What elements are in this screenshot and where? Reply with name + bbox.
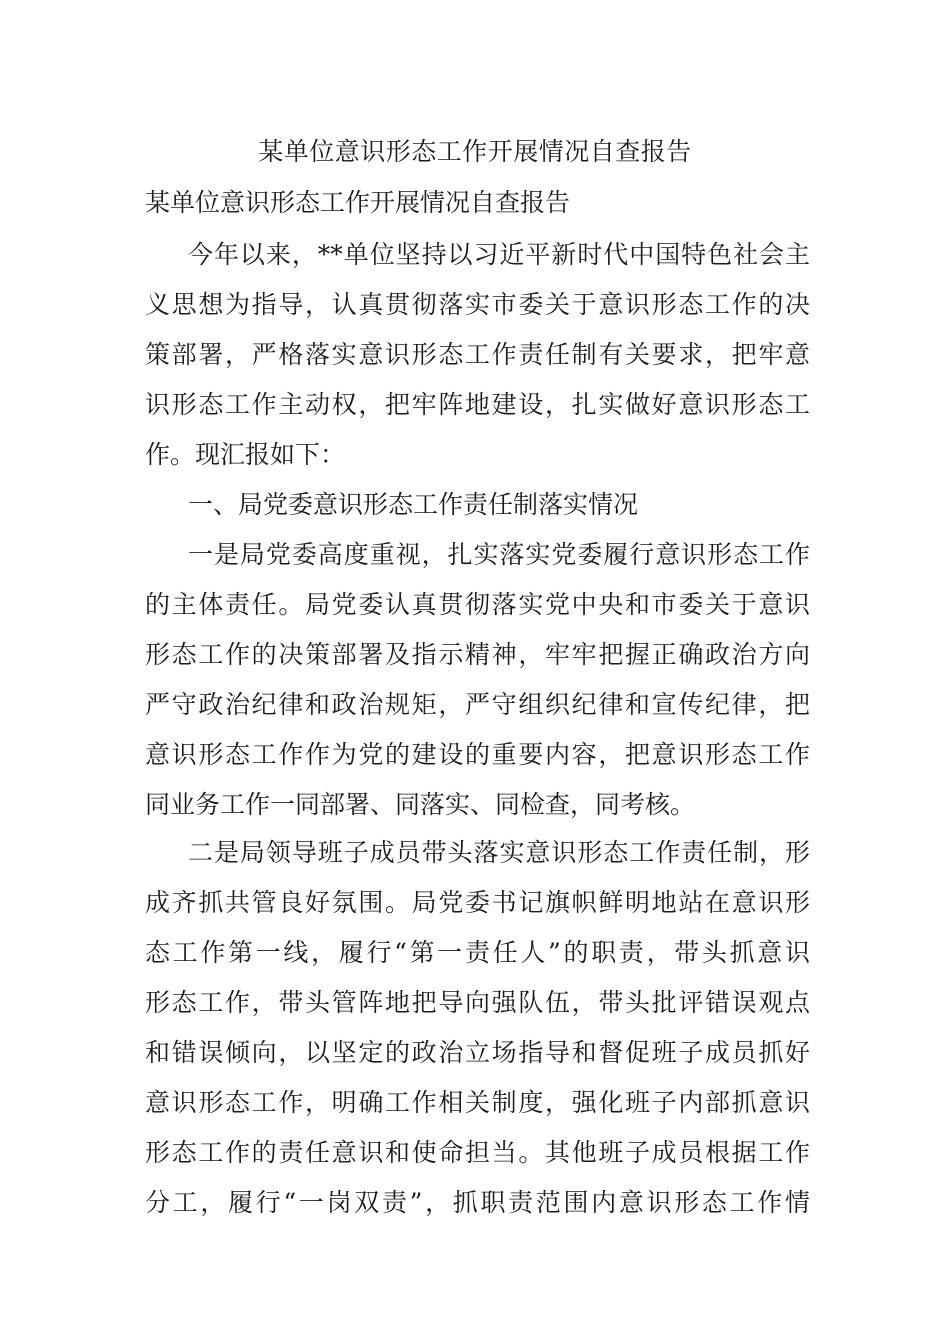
body-line: 今年以来，**单位坚持以习近平新时代中国特色社会主: [188, 240, 810, 269]
body-line: 一是局党委高度重视，扎实落实党委履行意识形态工作: [188, 540, 810, 569]
body-line: 识形态工作主动权，把牢阵地建设，扎实做好意识形态工: [145, 390, 810, 419]
body-line: 形态工作的责任意识和使命担当。其他班子成员根据工作: [145, 1138, 810, 1167]
body-line: 态工作第一线，履行“第一责任人”的职责，带头抓意识: [145, 938, 810, 967]
body-line: 意识形态工作，明确工作相关制度，强化班子内部抓意识: [145, 1088, 810, 1117]
body-line: 的主体责任。局党委认真贯彻落实党中央和市委关于意识: [145, 590, 810, 619]
body-line: 同业务工作一同部署、同落实、同检查，同考核。: [145, 790, 696, 819]
document-subtitle: 某单位意识形态工作开展情况自查报告: [145, 188, 571, 217]
body-line: 和错误倾向，以坚定的政治立场指导和督促班子成员抓好: [145, 1038, 810, 1067]
body-line: 严守政治纪律和政治规矩，严守组织纪律和宣传纪律，把: [145, 690, 810, 719]
body-line: 作。现汇报如下：: [145, 440, 346, 469]
body-line: 形态工作，带头管阵地把导向强队伍，带头批评错误观点: [145, 988, 810, 1017]
body-line: 分工，履行“一岗双责”，抓职责范围内意识形态工作情: [145, 1188, 810, 1217]
body-line: 形态工作的决策部署及指示精神，牢牢把握正确政治方向: [145, 640, 810, 669]
body-line: 成齐抓共管良好氛围。局党委书记旗帜鲜明地站在意识形: [145, 888, 810, 917]
body-line: 意识形态工作作为党的建设的重要内容，把意识形态工作: [145, 740, 810, 769]
section-heading: 一、局党委意识形态工作责任制落实情况: [188, 490, 639, 519]
body-line: 义思想为指导，认真贯彻落实市委关于意识形态工作的决: [145, 290, 810, 319]
body-line: 二是局领导班子成员带头落实意识形态工作责任制，形: [188, 838, 810, 867]
document-title: 某单位意识形态工作开展情况自查报告: [258, 137, 692, 166]
body-line: 策部署，严格落实意识形态工作责任制有关要求，把牢意: [145, 340, 810, 369]
